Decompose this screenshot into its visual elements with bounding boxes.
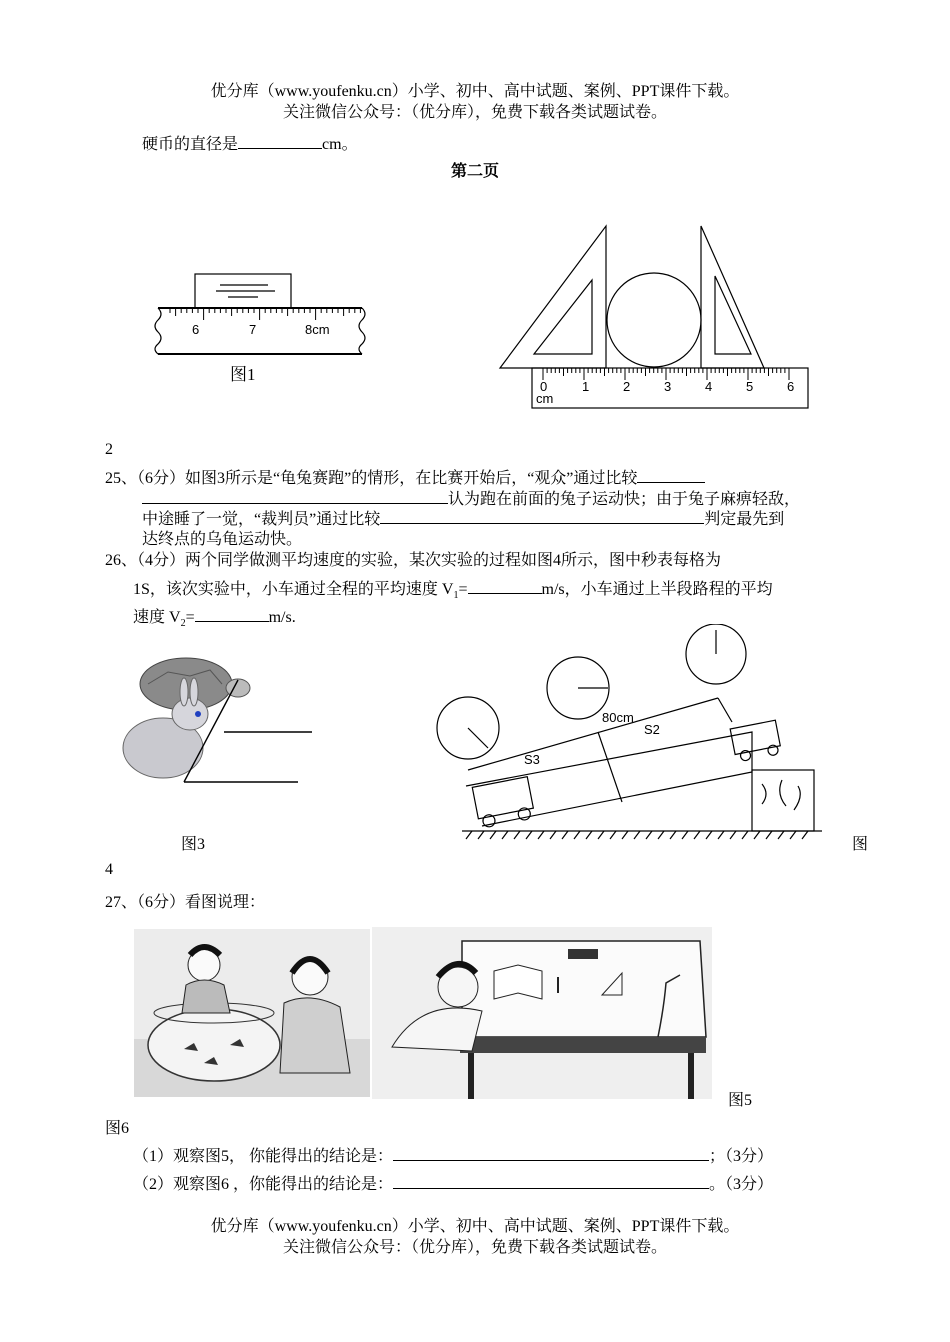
svg-text:0: 0 bbox=[540, 379, 548, 394]
q27-title: 27、（6分）看图说理： bbox=[105, 894, 266, 911]
fig3-label: 图3 bbox=[181, 836, 206, 853]
q27-sub-2: （2）观察图6 ，你能得出的结论是： 。（3分） bbox=[133, 1176, 774, 1193]
footer-line-1: 优分库（www.youfenku.cn）小学、初中、高中试题、案例、PPT课件下载。 bbox=[210, 1218, 740, 1235]
fig2-caption: 2 bbox=[105, 441, 113, 458]
coin-prefix: 硬币的直径是 bbox=[142, 136, 239, 153]
q26-line-2: 1S，该次实验中，小车通过全程的平均速度 $V_1= m/s$，小车通过上半段路程的平均 bbox=[133, 581, 773, 602]
figure-2-coin-measure bbox=[496, 218, 816, 414]
svg-text:1: 1 bbox=[582, 379, 590, 394]
coin-answer-blank[interactable] bbox=[238, 134, 322, 149]
q26-line-3: 速度 $V_2= m/s$. bbox=[133, 609, 296, 630]
fig6-label: 图6 bbox=[105, 1120, 130, 1137]
q27-sub-1-blank[interactable] bbox=[393, 1146, 709, 1161]
q27-sub-2-blank[interactable] bbox=[393, 1174, 709, 1189]
tortoise-head bbox=[226, 679, 250, 697]
q25-blank-1b[interactable] bbox=[142, 489, 448, 504]
figure-4-incline bbox=[432, 624, 822, 842]
q26-line-1: 26、（4分）两个同学做测平均速度的实验，某次实验的过程如图4所示，图中秒表每格为 bbox=[105, 552, 722, 569]
footer-line-2: 关注微信公众号：（优分库），免费下载各类试题试卷。 bbox=[282, 1239, 667, 1256]
fig5-label: 图5 bbox=[728, 1092, 753, 1109]
svg-text:2: 2 bbox=[623, 379, 631, 394]
fig4-label: 图 bbox=[852, 836, 869, 853]
q26-blank-v1[interactable] bbox=[468, 579, 542, 594]
coin bbox=[607, 273, 701, 367]
fig1-label: 图1 bbox=[230, 365, 256, 384]
left-set-square bbox=[500, 226, 606, 368]
q25-line-1: 25、（6分）如图3所示是“龟兔赛跑”的情形，在比赛开始后，“观众”通过比较 bbox=[105, 465, 705, 488]
svg-text:3: 3 bbox=[664, 379, 672, 394]
eraser bbox=[568, 949, 598, 959]
incline-board bbox=[466, 732, 752, 826]
q27-sub-1: （1）观察图5， 你能得出的结论是： ；（3分） bbox=[133, 1148, 774, 1165]
cart-top bbox=[730, 720, 780, 754]
figure-1-ruler bbox=[150, 268, 370, 388]
right-set-square bbox=[701, 226, 764, 368]
figure-6-table bbox=[372, 927, 712, 1099]
figure-3-race bbox=[118, 650, 318, 790]
q25-line-3: 中途睡了一觉，“裁判员”通过比较 判定最先到 bbox=[142, 511, 785, 528]
page-title: 第二页 bbox=[450, 163, 499, 180]
q25-blank-1[interactable] bbox=[637, 468, 705, 483]
fig1-tick-6: 6 bbox=[192, 322, 200, 337]
fig4-s3: S3 bbox=[524, 752, 540, 767]
fig4-s2: S2 bbox=[644, 722, 660, 737]
svg-text:cm: cm bbox=[536, 391, 554, 406]
q25-line-2: 认为跑在前面的兔子运动快；由于兔子麻痹轻敌， bbox=[142, 486, 800, 509]
q25-blank-2[interactable] bbox=[380, 509, 704, 524]
fig4-label-tail: 4 bbox=[105, 861, 113, 878]
coin-suffix: cm。 bbox=[322, 136, 358, 153]
svg-text:5: 5 bbox=[746, 379, 754, 394]
header-line-2: 关注微信公众号：（优分库），免费下载各类试题试卷。 bbox=[282, 104, 667, 121]
header-line-1: 优分库（www.youfenku.cn）小学、初中、高中试题、案例、PPT课件下载。 bbox=[210, 83, 740, 100]
svg-text:4: 4 bbox=[705, 379, 713, 394]
fig4-distance: 80cm bbox=[602, 710, 634, 725]
hare-head bbox=[172, 698, 208, 730]
q26-blank-v2[interactable] bbox=[195, 607, 269, 622]
q25-line-4: 达终点的乌龟运动快。 bbox=[142, 531, 303, 548]
figure-5-fishbowl bbox=[134, 929, 370, 1097]
fig1-tick-7: 7 bbox=[249, 322, 257, 337]
svg-text:6: 6 bbox=[787, 379, 795, 394]
coin-question bbox=[142, 131, 358, 154]
wooden-block bbox=[752, 770, 814, 831]
fig1-tick-8cm: 8cm bbox=[305, 322, 330, 337]
